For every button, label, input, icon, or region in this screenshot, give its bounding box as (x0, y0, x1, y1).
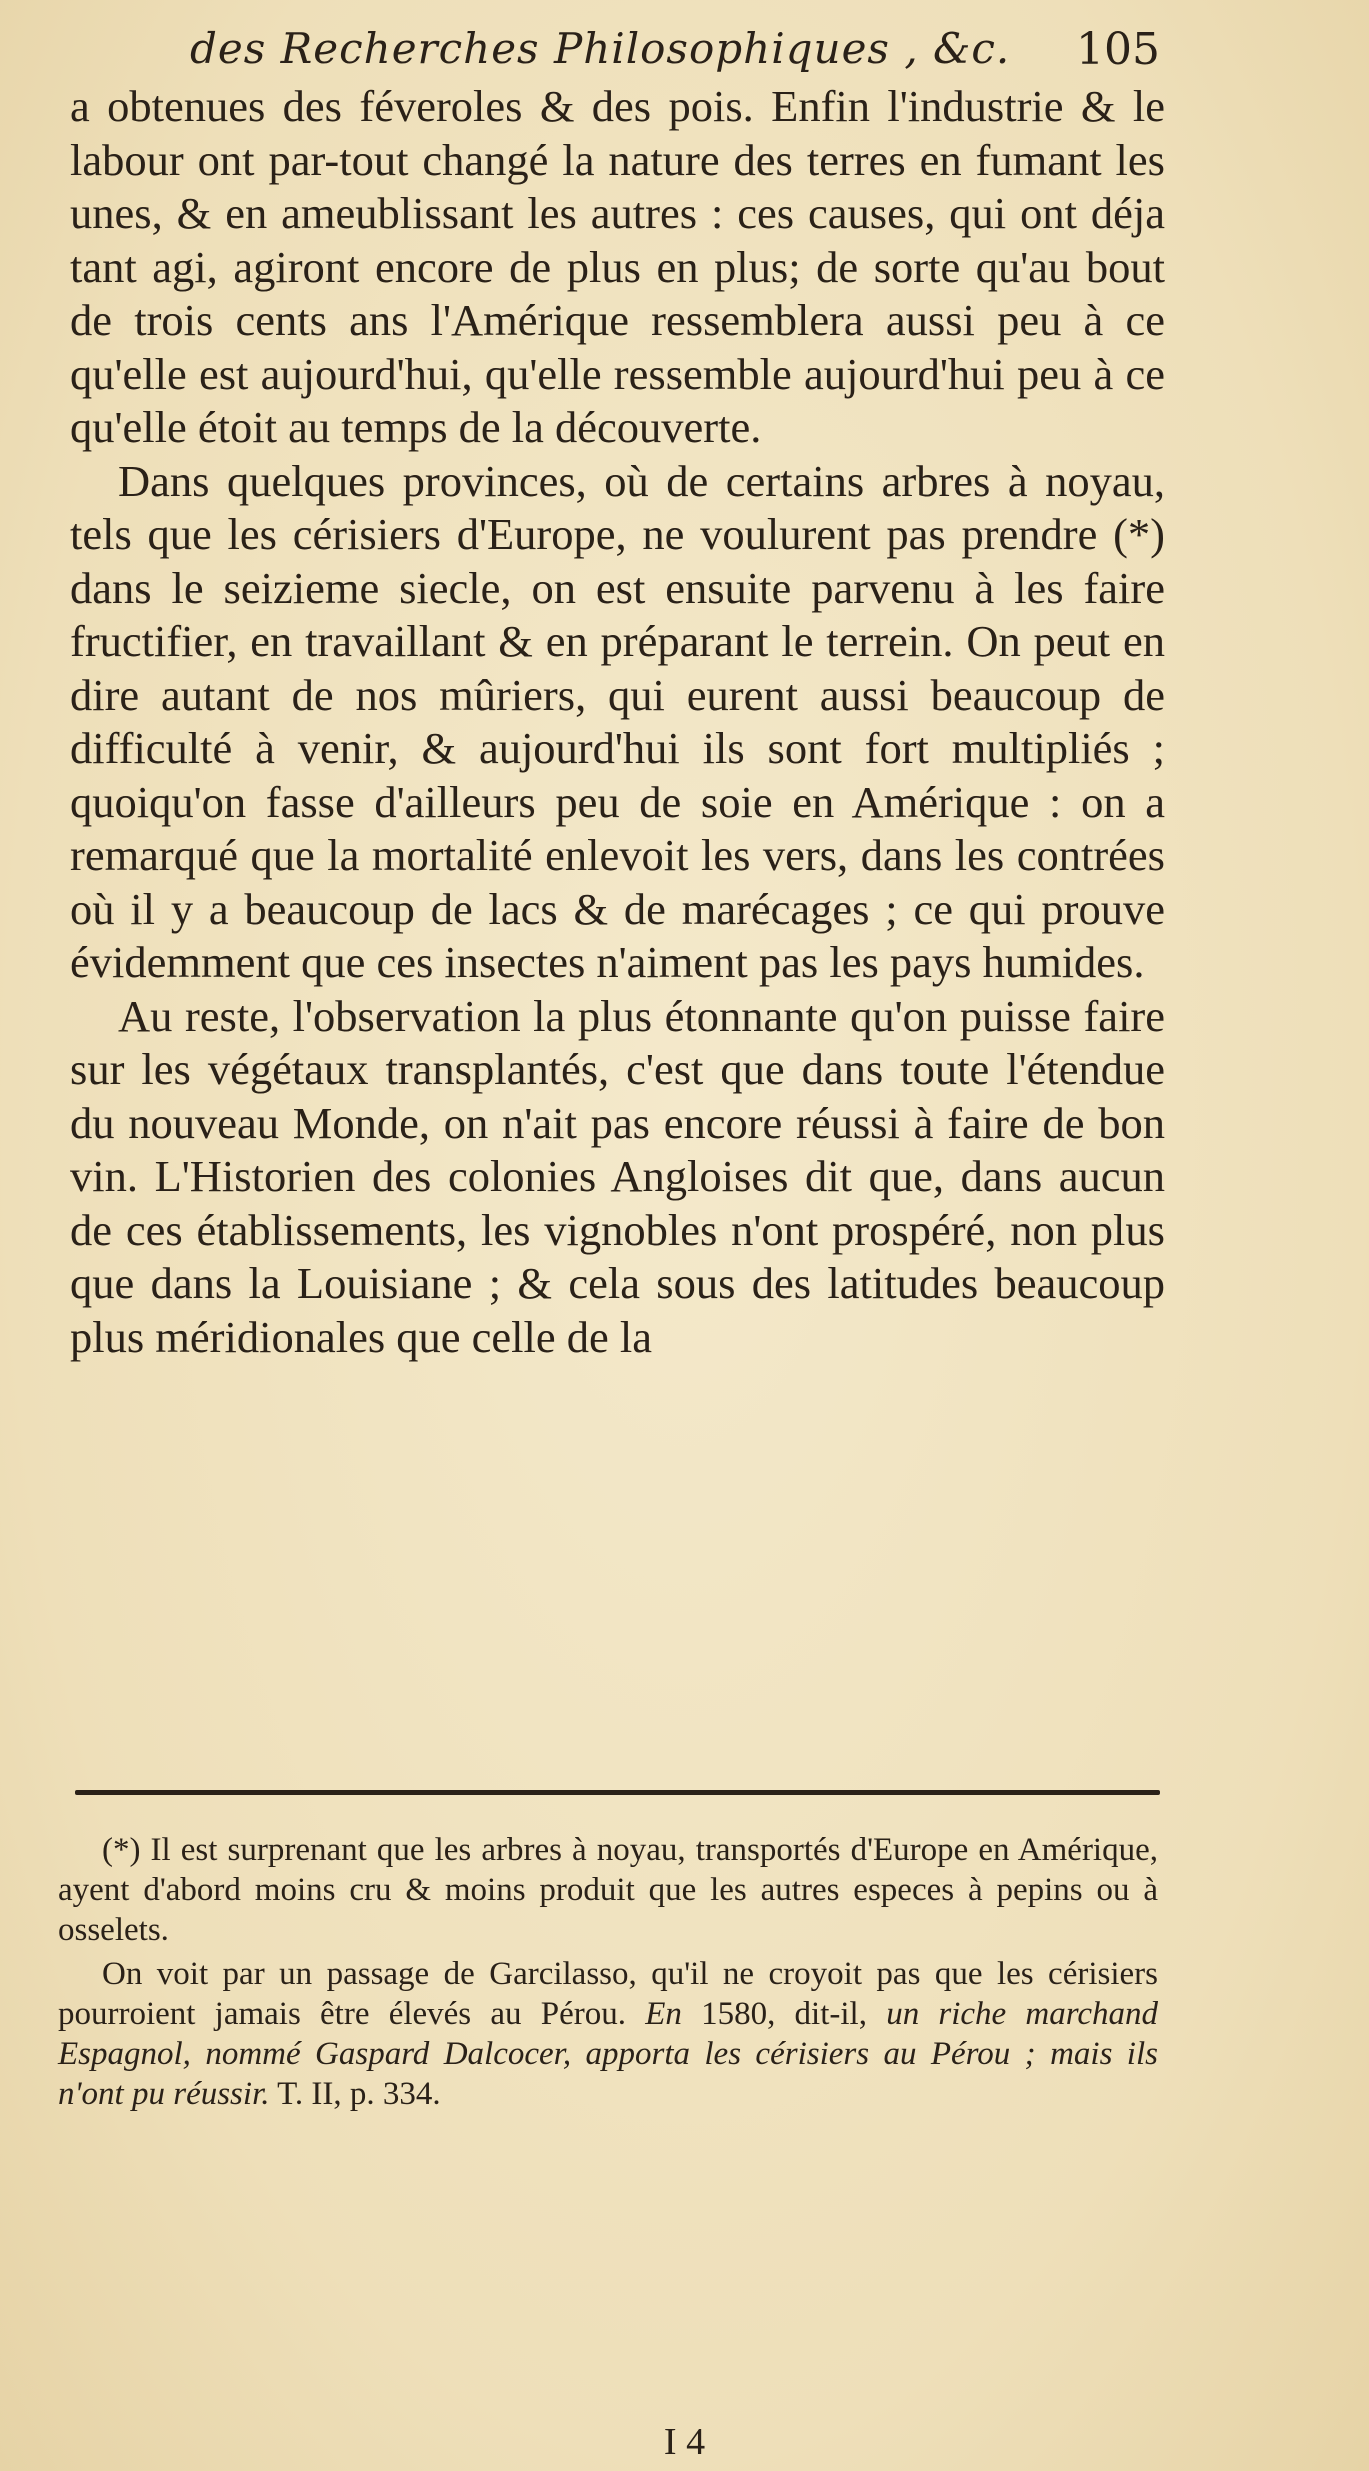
footnote-1: (*) Il est surprenant que les arbres à noyau, transportés d'Europe en Amérique, ayent d'abord moins cru & moins produit que les autres especes à pepins ou à osselets. (58, 1832, 1158, 1948)
signature-mark: I 4 (663, 2421, 706, 2463)
paragraph-1: a obtenues des féveroles & des pois. Enfin l'industrie & le labour ont par-tout changé la nature des terres en fumant les unes, & en ameublissant les autres : ces causes, qui ont déja tant agi, agiront encore de plus en plus; de sorte qu'au bout de trois cents ans l'Amérique ressemblera aussi peu à ce qu'elle est aujourd'hui, qu'elle ressemble aujourd'hui peu à ce qu'elle étoit au temps de la découverte. (70, 81, 1165, 452)
page-header (190, 24, 1160, 84)
running-head: des Recherches Philosophiques , &c. (190, 24, 1011, 73)
footnote-2 (58, 1954, 1158, 2114)
footnote-2-text: On voit par un passage de Garcilasso, qu'il ne croyoit pas que les cérisiers pourroient jamais être élevés au Pérou. (58, 1956, 1158, 2032)
page-number: 105 (1076, 24, 1160, 75)
footnote-2-year: 1580, dit-il, (701, 1996, 867, 2032)
footnotes (58, 1830, 1158, 2114)
paragraph-2: Dans quelques provinces, où de certains arbres à noyau, tels que les cérisiers d'Europe, ne voulurent pas prendre (*) dans le seizieme siecle, on est ensuite parvenu à les faire fructifier, en travaillant & en préparant le terrein. On peut en dire autant de nos mûriers, qui eurent aussi beaucoup de difficulté à venir, & aujourd'hui ils sont fort multipliés ; quoiqu'on fasse d'ailleurs peu de soie en Amérique : on a remarqué que la mortalité enlevoit les vers, dans les contrées où il y a beaucoup de lacs & de marécages ; ce qui prouve évidemment que ces insectes n'aiment pas les pays humides. (70, 455, 1165, 987)
main-text (70, 80, 1165, 1364)
footnote-2-quote: un riche marchand Espagnol, nommé Gaspard Dalcocer, apporta les cérisiers au Pérou ; mais ils n'ont pu réussir. (58, 1996, 1159, 2112)
footnote-2-en: En (645, 1996, 682, 2032)
footnote-2-ref: T. II, p. 334. (277, 2076, 441, 2112)
footnote-divider (75, 1790, 1160, 1795)
paragraph-3: Au reste, l'observation la plus étonnante qu'on puisse faire sur les végétaux transplantés, c'est que dans toute l'étendue du nouveau Monde, on n'ait pas encore réussi à faire de bon vin. L'Historien des colonies Angloises dit que, dans aucun de ces établissements, les vignobles n'ont prospéré, non plus que dans la Louisiane ; & cela sous des latitudes beaucoup plus méridionales que celle de la (70, 990, 1165, 1362)
